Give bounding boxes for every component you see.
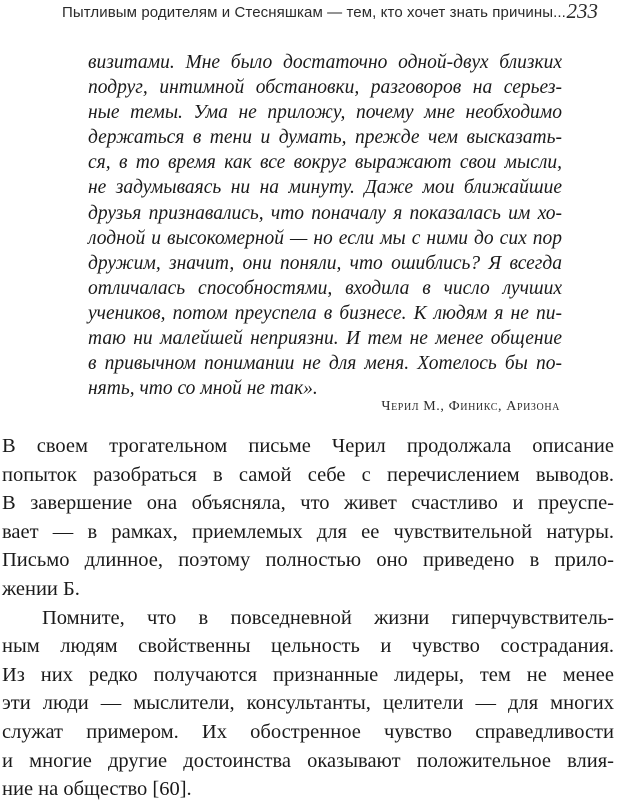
quote-line: учеников, потом преуспела в бизнесе. К людям я не пи- xyxy=(88,302,562,324)
paragraph-2-line: Помните, что в повседневной жизни гиперчувствитель- xyxy=(42,606,614,629)
paragraph-2-line: ние на общество [60]. xyxy=(2,778,192,801)
quote-line: визитами. Мне было достаточно одной-двух близких xyxy=(88,52,562,73)
quote-line: ся, в то время как все вокруг выражают свои мысли, xyxy=(88,152,562,174)
quote-line: дружим, значит, они поняли, что ошиблись? Я всегда xyxy=(88,252,562,274)
block-quote xyxy=(88,50,562,401)
paragraph-1-line: Письмо длинное, поэтому полностью оно приведено в прило- xyxy=(2,549,614,572)
quote-line: таю ни малейшей неприязни. И тем не менее общение xyxy=(88,328,562,350)
quote-line: нять, что со мной не так». xyxy=(88,378,318,400)
paragraph-1-line: попыток разобраться в самой себе с перечислением выводов. xyxy=(2,463,614,486)
paragraph-1-line: вает — в рамках, приемлемых для ее чувствительной натуры. xyxy=(2,520,614,543)
paragraph-2-line: и многие другие достоинства оказывают положительное влия- xyxy=(2,749,614,772)
quote-line: держаться в тени и думать, прежде чем высказать- xyxy=(88,127,562,149)
quote-attribution: Черил М., Финикс, Аризона xyxy=(381,399,560,414)
paragraph-2-line: эти люди — мыслители, консультанты, целители — для многих xyxy=(2,692,614,715)
quote-line: подруг, интимной обстановки, разговоров на серьез- xyxy=(88,77,562,99)
paragraph-1-line: В завершение она объясняла, что живет счастливо и преуспе- xyxy=(2,492,614,515)
quote-line: ные темы. Ума не приложу, почему мне необходимо xyxy=(88,102,562,124)
paragraph-2-line: служат примером. Их обостренное чувство справедливости xyxy=(2,720,614,743)
quote-line: в привычном понимании не для меня. Хотелось бы по- xyxy=(88,353,562,375)
page-number: 233 xyxy=(566,0,598,23)
paragraph-2-line: Из них редко получаются признанные лидеры, тем не менее xyxy=(2,663,614,686)
quote-line: друзья признавались, что поначалу я показалась им хо- xyxy=(88,202,562,224)
quote-line: лодной и высокомерной — но если мы с ними до сих пор xyxy=(88,227,562,249)
paragraph-1-line: жении Б. xyxy=(2,577,80,600)
quote-line: не задумываясь ни на минуту. Даже мои ближайшие xyxy=(88,177,562,199)
running-head: Пытливым родителям и Стесняшкам — тем, кто хочет знать причины... xyxy=(62,4,566,21)
paragraph-1-line: В своем трогательном письме Черил продолжала описание xyxy=(2,435,614,457)
quote-line: отличалась способностями, входила в число лучших xyxy=(88,277,562,299)
body-text xyxy=(2,432,614,804)
paragraph-2-line: ным людям свойственны цельность и чувство сострадания. xyxy=(2,635,614,658)
